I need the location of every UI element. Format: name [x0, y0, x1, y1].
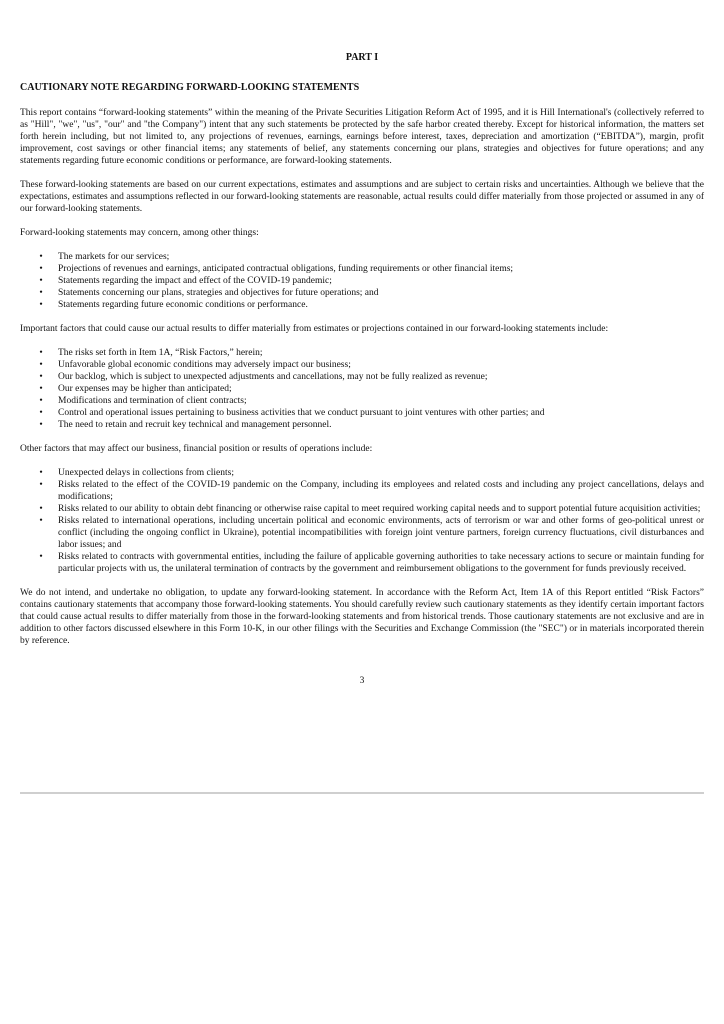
document-page: [20, 52, 704, 687]
part-heading: PART I: [345, 52, 379, 63]
list-item: [20, 479, 704, 503]
list-item: [20, 503, 704, 515]
list-item: [20, 371, 704, 383]
concern-list: [20, 251, 704, 311]
list-item-text: Modifications and termination of client contracts;: [58, 396, 247, 406]
list-item: [20, 251, 704, 263]
list-item-text: Risks related to contracts with governmental entities, including the failure of applicable governing authorities to take necessary actions to secure or maintain funding for particular projects with us, the unilateral termination of contracts by the government and reimbursement obligations to the government for funds previously received.: [58, 552, 704, 574]
list-item-text: The markets for our services;: [58, 252, 170, 262]
bullet-icon: •: [39, 300, 43, 310]
factors-intro-paragraph: Important factors that could cause our actual results to differ materially from estimates or projections contained in our forward-looking statements include:: [20, 324, 609, 334]
list-item: [20, 299, 704, 311]
closing-paragraph: We do not intend, and undertake no obligation, to update any forward-looking statement. In accordance with the Reform Act, Item 1A of this Report entitled “Risk Factors” contains cautionary statements that accompany those forward-looking statements. You should carefully review such cautionary statements as they identify certain important factors that could cause actual results to differ materially from those in the forward-looking statements and from historical trends. Those cautionary statements are not exclusive and are in addition to other factors discussed elsewhere in this Form 10-K, in our other filings with the Securities and Exchange Commission (the "SEC") or in materials incorporated therein by reference.: [20, 588, 704, 646]
other-factors-list: [20, 467, 704, 575]
list-item-text: Risks related to the effect of the COVID-19 pandemic on the Company, including its employees and related costs and including any project cancellations, delays and modifications;: [58, 480, 704, 502]
list-item: [20, 263, 704, 275]
list-item-text: Our backlog, which is subject to unexpected adjustments and cancellations, may not be fully realized as revenue;: [58, 372, 488, 382]
list-item-text: Control and operational issues pertaining to business activities that we conduct pursuant to joint ventures with other parties; and: [58, 408, 545, 418]
bullet-icon: •: [39, 348, 43, 358]
concern-intro-paragraph: Forward-looking statements may concern, among other things:: [20, 228, 259, 238]
section-heading: CAUTIONARY NOTE REGARDING FORWARD-LOOKING STATEMENTS: [20, 82, 360, 93]
bullet-icon: •: [39, 408, 43, 418]
bullet-icon: •: [39, 288, 43, 298]
bullet-icon: •: [39, 276, 43, 286]
bullet-icon: •: [39, 420, 43, 430]
list-item: [20, 419, 704, 431]
factors-list: [20, 347, 704, 431]
list-item: [20, 287, 704, 299]
list-item: [20, 383, 704, 395]
list-item: [20, 407, 704, 419]
list-item-text: Risks related to our ability to obtain debt financing or otherwise raise capital to meet required working capital needs and to support potential future acquisition activities;: [58, 504, 701, 514]
bullet-icon: •: [39, 504, 43, 514]
list-item-text: Projections of revenues and earnings, anticipated contractual obligations, funding requirements or other financial items;: [58, 264, 514, 274]
list-item-text: Risks related to international operations, including uncertain political and economic environments, acts of terrorism or war and other forms of geo-political unrest or conflict (including the ongoing conflict in Ukraine), potential incompatibilities with foreign joint venture partners, foreign currency fluctuations, civil disturbances and labor issues; and: [58, 516, 704, 550]
list-item: [20, 467, 704, 479]
bullet-icon: •: [39, 372, 43, 382]
list-item-text: Statements concerning our plans, strategies and objectives for future operations; and: [58, 288, 379, 298]
page-number: 3: [359, 676, 365, 686]
bullet-icon: •: [39, 360, 43, 370]
list-item-text: Statements regarding the impact and effect of the COVID-19 pandemic;: [58, 276, 332, 286]
list-item: [20, 395, 704, 407]
page-divider: [20, 792, 704, 794]
basis-paragraph: These forward-looking statements are based on our current expectations, estimates and assumptions and are subject to certain risks and uncertainties. Although we believe that the expectations, estimates and assumptions reflected in our forward-looking statements are reasonable, actual results could differ materially from those projected or assumed in any of our forward-looking statements.: [20, 180, 704, 214]
bullet-icon: •: [39, 468, 43, 478]
list-item-text: Statements regarding future economic conditions or performance.: [58, 300, 308, 310]
list-item: [20, 359, 704, 371]
list-item: [20, 551, 704, 575]
bullet-icon: •: [39, 480, 43, 490]
list-item-text: The need to retain and recruit key technical and management personnel.: [58, 420, 332, 430]
list-item: [20, 515, 704, 551]
list-item-text: Unfavorable global economic conditions may adversely impact our business;: [58, 360, 351, 370]
bullet-icon: •: [39, 396, 43, 406]
bullet-icon: •: [39, 552, 43, 562]
list-item-text: Our expenses may be higher than anticipated;: [58, 384, 232, 394]
list-item-text: Unexpected delays in collections from clients;: [58, 468, 234, 478]
list-item: [20, 275, 704, 287]
bullet-icon: •: [39, 516, 43, 526]
list-item-text: The risks set forth in Item 1A, “Risk Factors,” herein;: [58, 348, 263, 358]
list-item: [20, 347, 704, 359]
other-intro-paragraph: Other factors that may affect our business, financial position or results of operations include:: [20, 444, 373, 454]
bullet-icon: •: [39, 264, 43, 274]
bullet-icon: •: [39, 252, 43, 262]
bullet-icon: •: [39, 384, 43, 394]
intro-paragraph: This report contains “forward-looking statements” within the meaning of the Private Securities Litigation Reform Act of 1995, and it is Hill International's (collectively referred to as "Hill", "we", "us", "our" and "the Company") intent that any such statements be protected by the safe harbor created thereby. Except for historical information, the matters set forth herein including, but not limited to, any projections of revenues, earnings, earnings before interest, taxes, depreciation and amortization (“EBITDA”), margin, profit improvement, cost savings or other financial items; any statements of belief, any statements concerning our plans, strategies and objectives for future operations; and any statements regarding future economic conditions or performance, are forward-looking statements.: [20, 108, 704, 166]
